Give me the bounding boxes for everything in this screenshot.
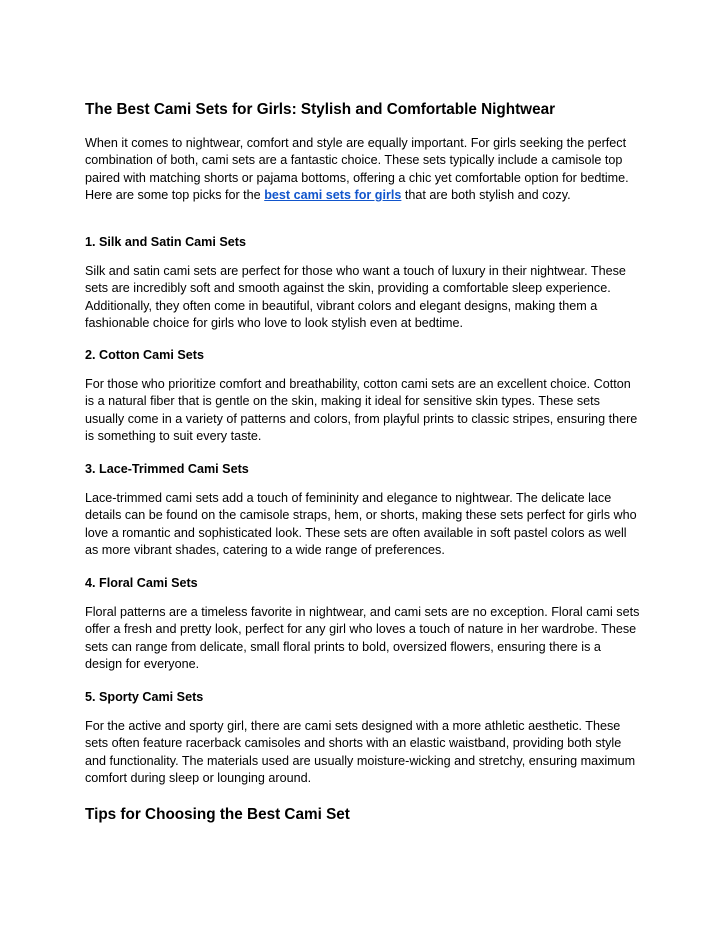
- section-heading-floral: 4. Floral Cami Sets: [85, 576, 198, 590]
- section-body-cotton: For those who prioritize comfort and breathability, cotton cami sets are an excellent choice. Cotton is a natural fiber that is gentle on the skin, making it ideal for sensitive skin types. These sets usually come in a variety of patterns and colors, from playful prints to classic stripes, ensuring there is something to suit every taste.: [85, 377, 638, 444]
- section-body-sporty: For the active and sporty girl, there are cami sets designed with a more athletic aesthetic. These sets often feature racerback camisoles and shorts with an elastic waistband, providing both style and functionality. The materials used are usually moisture-wicking and stretchy, ensuring maximum comfort during sleep or lounging around.: [85, 719, 636, 786]
- intro-text-before-link: When it comes to nightwear, comfort and style are equally important. For girls seeking the perfect combination of both, cami sets are a fantastic choice. These sets typically include a camisole top paired with matching shorts or pajama bottoms, offering a chic yet comfortable option for bedtime. Here are some top picks for the: [85, 136, 629, 203]
- section-body-lace-trimmed: Lace-trimmed cami sets add a touch of femininity and elegance to nightwear. The delicate lace details can be found on the camisole straps, hem, or shorts, making these sets perfect for girls who love a romantic and sophisticated look. These sets are often available in soft pastel colors as well as more vibrant shades, catering to a wide range of preferences.: [85, 491, 637, 558]
- section-heading-silk-satin: 1. Silk and Satin Cami Sets: [85, 235, 246, 249]
- intro-paragraph: [85, 135, 640, 205]
- page-title: The Best Cami Sets for Girls: Stylish and Comfortable Nightwear: [85, 101, 556, 118]
- best-cami-sets-link[interactable]: best cami sets for girls: [264, 188, 402, 203]
- intro-text-after-link: that are both stylish and cozy.: [401, 188, 571, 203]
- section-heading-cotton: 2. Cotton Cami Sets: [85, 348, 204, 362]
- section-body-silk-satin: Silk and satin cami sets are perfect for those who want a touch of luxury in their nightwear. These sets are incredibly soft and smooth against the skin, providing a comfortable sleep experience. Additionally, they often come in beautiful, vibrant colors and elegant designs, making them a fashionable choice for girls who love to look stylish even at bedtime.: [85, 264, 626, 331]
- section-heading-sporty: 5. Sporty Cami Sets: [85, 690, 204, 704]
- section-heading-lace-trimmed: 3. Lace-Trimmed Cami Sets: [85, 462, 249, 476]
- section-body-floral: Floral patterns are a timeless favorite in nightwear, and cami sets are no exception. Floral cami sets offer a fresh and pretty look, perfect for any girl who loves a touch of nature in her wardrobe. These sets can range from delicate, small floral prints to bold, oversized flowers, ensuring there is a design for everyone.: [85, 605, 640, 672]
- tips-heading: Tips for Choosing the Best Cami Set: [85, 806, 350, 823]
